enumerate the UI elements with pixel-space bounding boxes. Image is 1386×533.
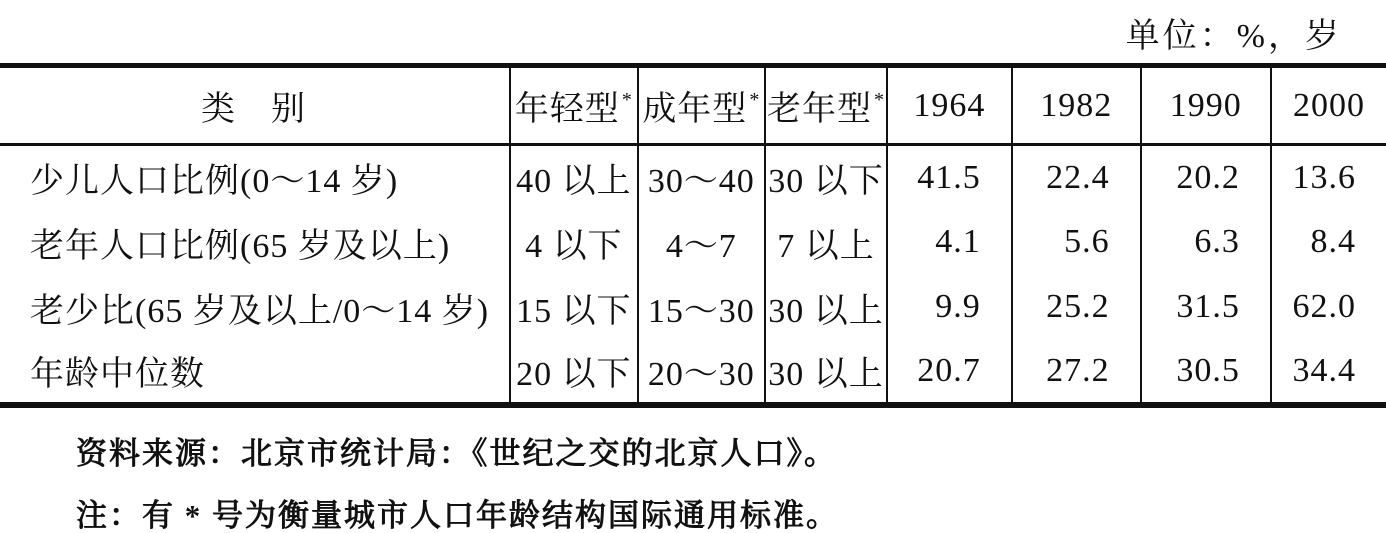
header-cell-year-1964 [887, 66, 1012, 145]
value-cell: 8.4 [1271, 210, 1386, 275]
value-cell: 9.9 [887, 275, 1012, 340]
row-label-cell: 少儿人口比例(0～14 岁) [30, 163, 399, 201]
value-cell: 34.4 [1271, 340, 1386, 405]
header-row [0, 66, 1386, 145]
value-cell: 30 以上 [765, 275, 887, 340]
header-label: 年轻型 [514, 91, 620, 128]
header-cell-adult-type [638, 66, 766, 145]
header-cell-year-2000 [1271, 66, 1386, 145]
header-cell-year-1990 [1141, 66, 1271, 145]
header-cell-old-type [765, 66, 887, 145]
value-cell: 27.2 [1012, 340, 1141, 405]
value-cell: 20 以下 [510, 340, 638, 405]
value-cell: 40 以上 [510, 145, 638, 210]
value-cell: 30 以下 [765, 145, 887, 210]
value-cell: 20.7 [887, 340, 1012, 405]
header-label: 老年型 [767, 91, 873, 128]
row-label-cell: 年龄中位数 [30, 356, 205, 393]
row-label-cell: 老少比(65 岁及以上/0～14 岁) [30, 292, 490, 330]
value-cell: 62.0 [1271, 275, 1386, 340]
header-cell-year-1982 [1012, 66, 1141, 145]
value-cell: 22.4 [1012, 145, 1141, 210]
asterisk-mark: * [621, 89, 633, 111]
value-cell: 4～7 [638, 210, 766, 275]
header-cell-young-type [510, 66, 638, 145]
value-cell: 5.6 [1012, 210, 1141, 275]
population-age-structure-table [0, 63, 1386, 408]
value-cell: 20.2 [1141, 145, 1271, 210]
value-cell: 41.5 [887, 145, 1012, 210]
value-cell: 25.2 [1012, 275, 1141, 340]
table-row [0, 210, 1386, 275]
row-label-cell: 老年人口比例(65 岁及以上) [30, 227, 451, 265]
footnotes [76, 428, 839, 533]
source-note: 资料来源：北京市统计局：《世纪之交的北京人口》。 [76, 436, 837, 471]
header-label: 1990 [1169, 86, 1242, 124]
value-cell: 30～40 [638, 145, 766, 210]
value-cell: 30 以上 [765, 340, 887, 405]
asterisk-mark [306, 89, 308, 111]
value-cell: 4 以下 [510, 210, 638, 275]
header-cell-category [0, 66, 510, 145]
value-cell: 13.6 [1271, 145, 1386, 210]
asterisk-mark: * [874, 89, 886, 111]
value-cell: 7 以上 [765, 210, 887, 275]
header-label: 2000 [1292, 86, 1365, 124]
header-label: 1964 [913, 86, 986, 124]
value-cell: 15～30 [638, 275, 766, 340]
value-cell: 20～30 [638, 340, 766, 405]
header-label: 1982 [1040, 86, 1113, 124]
value-cell: 30.5 [1141, 340, 1271, 405]
value-cell: 31.5 [1141, 275, 1271, 340]
table-row [0, 340, 1386, 405]
unit-label: 单位：%，岁 [1125, 18, 1342, 55]
asterisk-mark: * [749, 89, 761, 111]
standard-note: 注：有 * 号为衡量城市人口年龄结构国际通用标准。 [76, 498, 839, 533]
header-label: 成年型 [642, 91, 748, 128]
table-row [0, 145, 1386, 210]
table-row [0, 275, 1386, 340]
header-label: 类 别 [201, 91, 307, 128]
value-cell: 4.1 [887, 210, 1012, 275]
value-cell: 15 以下 [510, 275, 638, 340]
value-cell: 6.3 [1141, 210, 1271, 275]
